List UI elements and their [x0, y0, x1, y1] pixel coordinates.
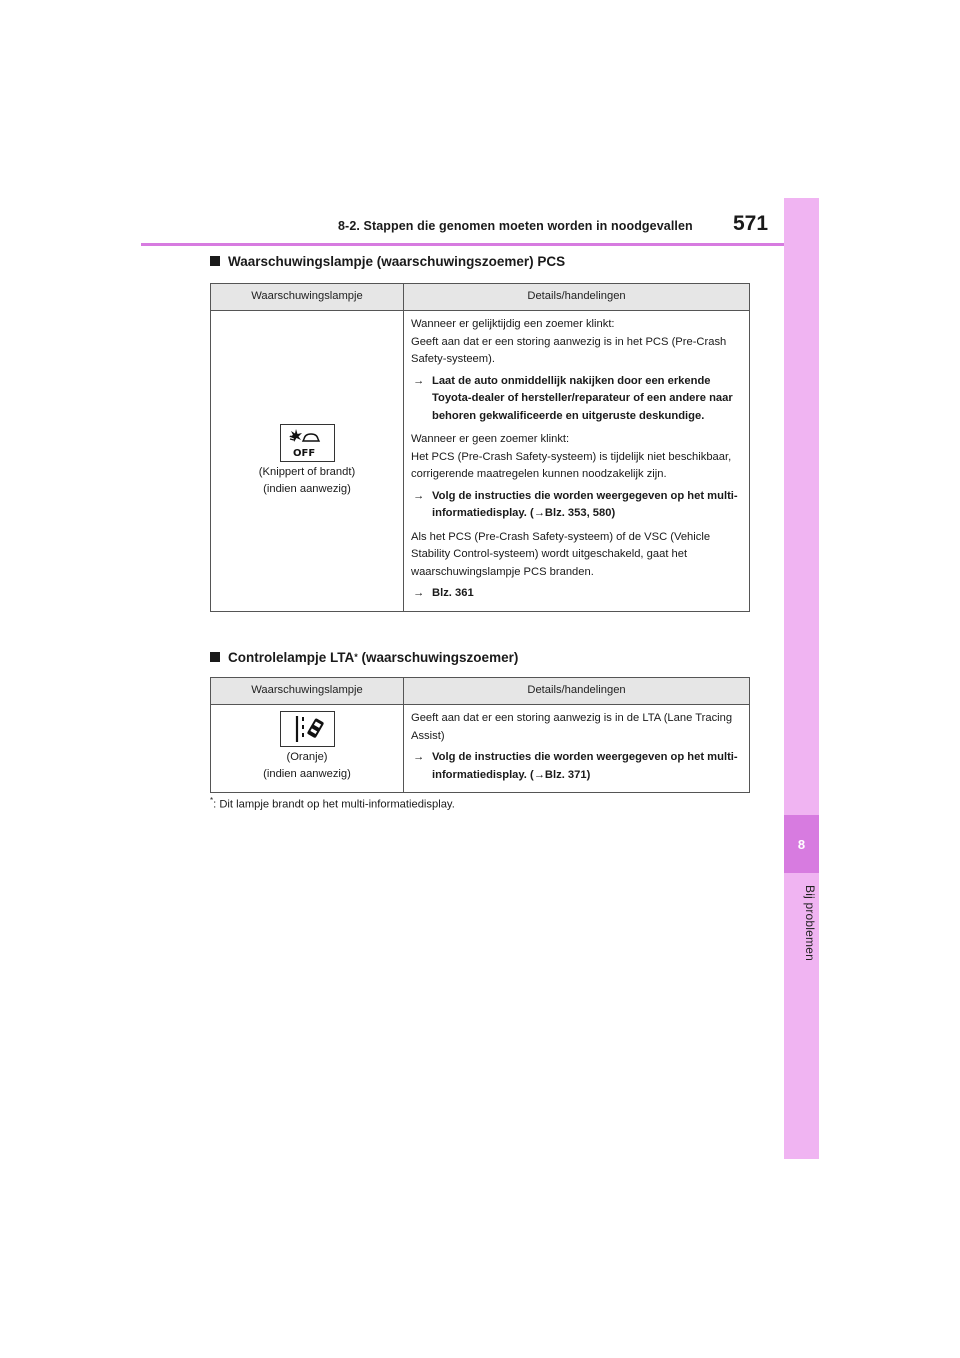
section-heading-suffix: (waarschuwingszoemer)	[357, 650, 519, 665]
section-heading-pcs	[210, 254, 565, 269]
details-cell	[404, 705, 750, 793]
table-row	[211, 311, 750, 612]
lamp-caption-color: (Oranje)	[286, 750, 328, 763]
section-heading-text: Waarschuwingslampje (waarschuwingszoemer) PCS	[228, 254, 566, 269]
disabled-description: Als het PCS (Pre-Crash Safety-systeem) of de VSC (Vehicle Stability Control-systeem) wordt uitgeschakeld, gaat het waarschuwingslampje PCS branden.	[411, 530, 711, 578]
footnote	[210, 796, 455, 811]
table-header-lamp: Waarschuwingslampje	[211, 678, 404, 705]
pcs-off-warning-icon	[280, 424, 335, 462]
lamp-cell	[211, 311, 404, 612]
malfunction-description: Geeft aan dat er een storing aanwezig is in het PCS (Pre-Crash Safety-systeem).	[411, 335, 727, 365]
action-item	[411, 488, 741, 523]
lamp-caption-availability: (indien aanwezig)	[263, 767, 351, 780]
action-text: Laat de auto onmiddellijk nakijken door een erkende Toyota-dealer of hersteller/reparateur of een andere naar behoren gekwalificeerde en uitgeruste deskundige.	[432, 374, 733, 422]
page-reference-link[interactable]: Blz. 361	[432, 587, 474, 599]
arrow-right-icon: →	[413, 751, 425, 763]
chapter-number-tab[interactable]: 8	[784, 815, 819, 873]
malfunction-description: Geeft aan dat er een storing aanwezig is in de LTA (Lane Tracing Assist)	[411, 712, 733, 742]
arrow-right-icon: →	[413, 587, 425, 599]
lamp-caption-availability: (indien aanwezig)	[263, 482, 351, 495]
lamp-caption-state: (Knippert of brandt)	[258, 465, 356, 478]
footnote-text: : Dit lampje brandt op het multi-informatiedisplay.	[213, 798, 455, 811]
page-number: 571	[733, 212, 769, 235]
condition-without-buzzer: Wanneer er geen zoemer klinkt:	[411, 433, 570, 445]
section-heading-text: Controlelampje LTA	[228, 650, 355, 665]
table-header-details: Details/handelingen	[404, 284, 750, 311]
action-item	[411, 373, 741, 426]
action-text: Volg de instructies die worden weergegeven op het multi-informatiedisplay. (→Blz. 353, 580)	[432, 489, 738, 519]
chapter-label: Bij problemen	[803, 885, 817, 961]
unavailable-description: Het PCS (Pre-Crash Safety-systeem) is tijdelijk niet beschikbaar, corrigerende maatregelen kunnen noodzakelijk zijn.	[411, 450, 732, 480]
pcs-warning-table	[210, 283, 750, 612]
details-cell	[404, 311, 750, 612]
action-item	[411, 585, 741, 603]
section-heading-lta	[210, 650, 518, 665]
header-divider	[141, 243, 784, 246]
condition-with-buzzer: Wanneer er gelijktijdig een zoemer klinkt:	[411, 318, 615, 330]
square-bullet-icon	[210, 652, 220, 662]
action-text: Volg de instructies die worden weergegeven op het multi-informatiedisplay. (→Blz. 371)	[432, 751, 738, 781]
chapter-side-tab	[784, 198, 819, 1159]
square-bullet-icon	[210, 256, 220, 266]
table-header-lamp: Waarschuwingslampje	[211, 284, 404, 311]
lta-lane-tracing-icon	[280, 711, 335, 747]
footnote-marker: *	[354, 652, 358, 662]
lamp-cell	[211, 705, 404, 793]
table-row	[211, 705, 750, 793]
chapter-section-title: 8-2. Stappen die genomen moeten worden in noodgevallen	[338, 219, 693, 233]
arrow-right-icon: →	[413, 374, 425, 387]
svg-text:OFF: OFF	[293, 447, 316, 459]
lta-warning-table	[210, 677, 750, 793]
footnote-marker: *	[210, 796, 214, 805]
table-header-details: Details/handelingen	[404, 678, 750, 705]
arrow-right-icon: →	[413, 489, 425, 502]
action-item	[411, 749, 741, 784]
